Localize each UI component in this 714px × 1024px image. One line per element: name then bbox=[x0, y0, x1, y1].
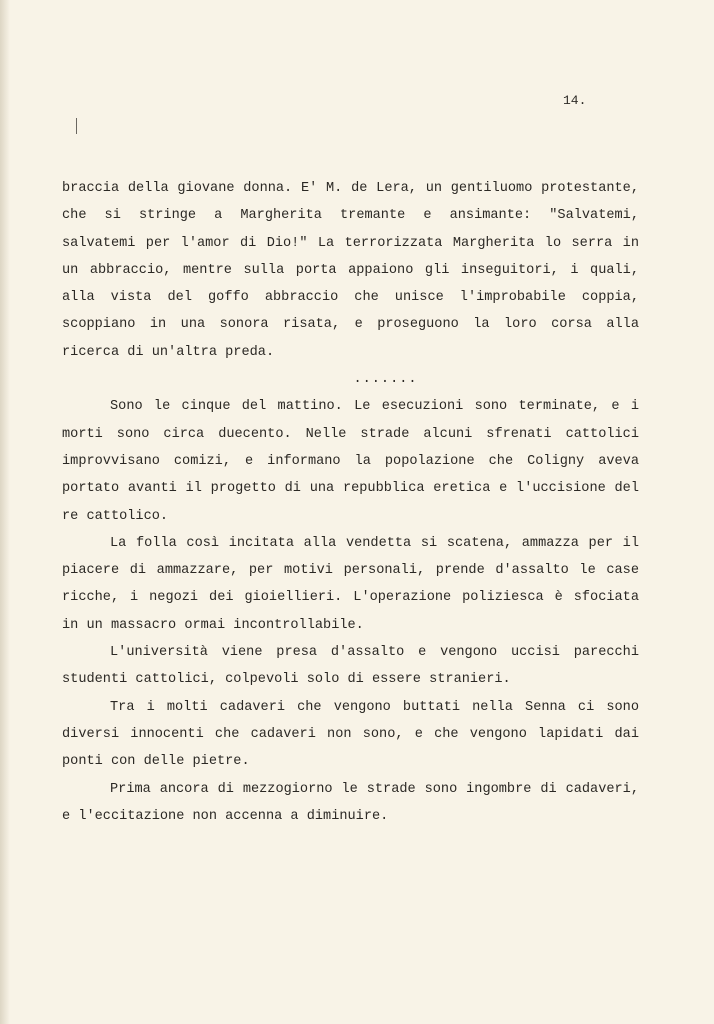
paragraph-5: Tra i molti cadaveri che vengono buttati nella Senna ci sono diversi innocenti che cadaveri non sono, e che vengono lapidati dai ponti con delle pietre. bbox=[62, 699, 639, 770]
paragraph-2: Sono le cinque del mattino. Le esecuzioni sono terminate, e i morti sono circa duecento. Nelle strade alcuni sfrenati cattolici improvvisano comizi, e informano la popolazione che Coligny aveva portato avanti il progetto di una repubblica eretica e l'uccisione del re cattolico. bbox=[62, 399, 639, 524]
page-edge-shadow bbox=[0, 0, 10, 1024]
margin-mark bbox=[76, 118, 77, 134]
paragraph-4: L'università viene presa d'assalto e vengono uccisi parecchi studenti cattolici, colpevoli solo di essere stranieri. bbox=[62, 645, 639, 688]
page-number: 14. bbox=[563, 93, 587, 108]
paragraph-3: La folla così incitata alla vendetta si scatena, ammazza per il piacere di ammazzare, per motivi personali, prende d'assalto le case ricche, i negozi dei gioiellieri. L'operazione poliziesca è sfociata in un massacro ormai incontrollabile. bbox=[62, 535, 639, 633]
paragraph-6: Prima ancora di mezzogiorno le strade sono ingombre di cadaveri, e l'eccitazione non accenna a diminuire. bbox=[62, 781, 639, 824]
section-separator: ....... bbox=[353, 372, 418, 388]
body-text bbox=[62, 175, 639, 830]
paragraph-1: braccia della giovane donna. E' M. de Lera, un gentiluomo protestante, che si stringe a Margherita tremante e ansimante: "Salvatemi, salvatemi per l'amor di Dio!" La terrorizzata Margherita lo serra in un abbraccio, mentre sulla porta appaiono gli inseguitori, i quali, alla vista del goffo abbraccio che unisce l'improbabile coppia, scoppiano in una sonora risata, e proseguono la loro corsa alla ricerca di un'altra preda. bbox=[62, 181, 639, 360]
